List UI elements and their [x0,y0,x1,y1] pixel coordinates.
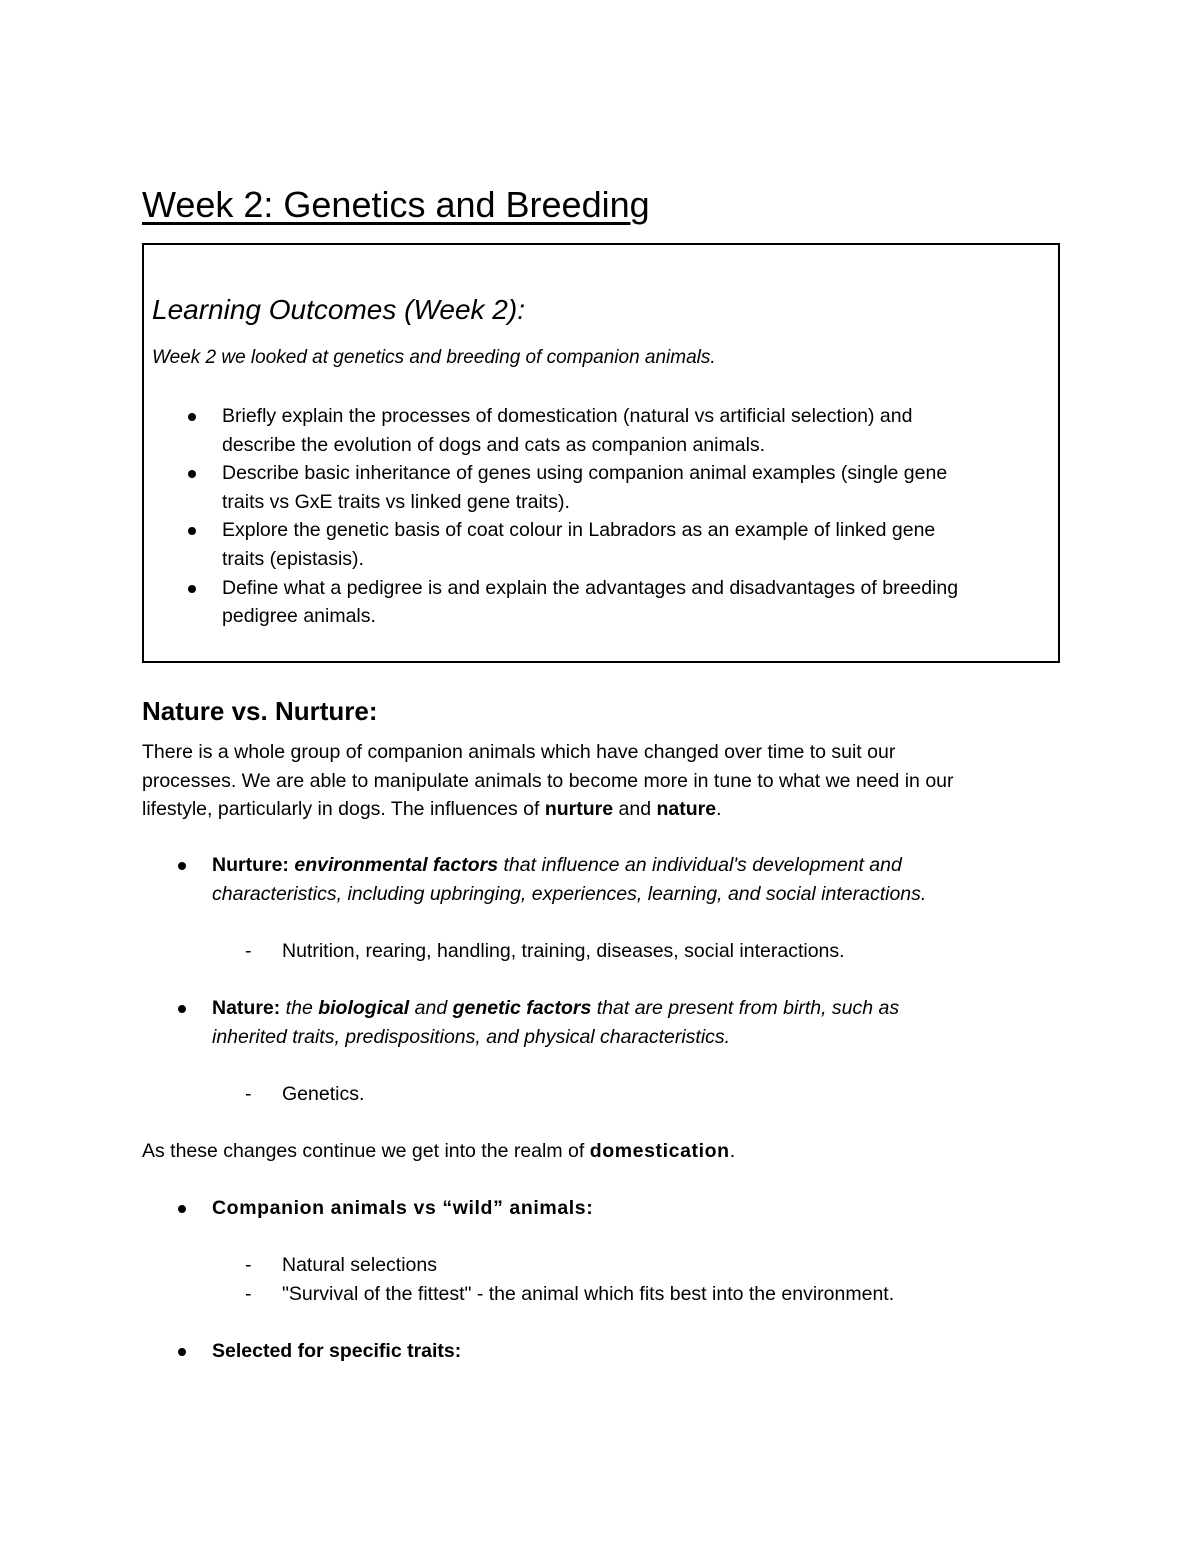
document-title: Week 2: Genetics and Breeding [142,184,650,225]
wild-item-text: Natural selections [282,1254,437,1276]
outcome-line: Describe basic inheritance of genes using companion animal examples (single gene [222,462,948,485]
wild-item [245,1251,437,1280]
nature-the: the [280,997,319,1019]
nature-bullet [212,994,899,1051]
nature-example [245,1080,365,1109]
dash-marker: - [245,1283,252,1305]
bullet-dot-icon [178,862,186,870]
outcome-line: pedigree animals. [222,605,376,628]
nature-definition: that are present from birth, such as [591,997,900,1019]
domestication-period: . [729,1140,736,1162]
bullet-dot-icon [178,1005,186,1013]
learning-outcome-item [144,516,958,573]
nurture-definition: that influence an individual's development and [498,854,902,876]
outcome-line: Briefly explain the processes of domestication (natural vs artificial selection) and [222,405,913,427]
outcome-line: Explore the genetic basis of coat colour in Labradors as an example of linked gene [222,519,936,542]
nature-nurture-intro [142,738,954,824]
learning-outcomes-box [142,243,1060,663]
biological-term: biological [318,997,410,1019]
bullet-dot-icon [188,413,196,421]
wild-item [245,1280,895,1309]
selected-traits-label: Selected for specific traits: [212,1340,462,1362]
intro-line: lifestyle, particularly in dogs. The influences of [142,798,545,821]
learning-outcomes-intro: Week 2 we looked at genetics and breeding of companion animals. [152,347,716,368]
dash-marker: - [245,1254,252,1276]
intro-connector: and [613,798,657,821]
outcome-line: Define what a pedigree is and explain the advantages and disadvantages of breeding [222,576,959,599]
learning-outcomes-list [144,402,958,631]
learning-outcome-item [144,459,958,516]
nature-and: and [409,997,453,1019]
outcome-line: traits vs GxE traits vs linked gene traits). [222,490,570,513]
nurture-definition-line2: characteristics, including upbringing, experiences, learning, and social interactions. [212,882,927,905]
companion-vs-wild-label: Companion animals vs “wild” animals: [212,1197,594,1219]
companion-vs-wild-bullet [212,1194,593,1223]
nurture-bullet [212,851,926,908]
intro-line: processes. We are able to manipulate animals to become more in tune to what we need in our [142,769,954,792]
nature-vs-nurture-heading: Nature vs. Nurture: [142,696,378,726]
nurture-example [245,937,845,966]
outcome-line: describe the evolution of dogs and cats as companion animals. [222,433,766,456]
bullet-dot-icon [178,1205,186,1213]
learning-outcomes-heading: Learning Outcomes (Week 2): [152,294,525,325]
bullet-dot-icon [188,470,196,478]
nurture-term: nurture [544,798,614,821]
nurture-example-text: Nutrition, rearing, handling, training, diseases, social interactions. [282,940,845,962]
domestication-term: domestication [589,1140,730,1162]
outcome-line: traits (epistasis). [222,547,364,570]
learning-outcome-item [144,402,958,459]
nature-label: Nature: [212,997,281,1019]
learning-outcome-item [144,574,958,631]
selected-traits-bullet [212,1337,461,1366]
bullet-dot-icon [178,1348,186,1356]
dash-marker: - [245,940,252,962]
genetic-factors-term: genetic factors [452,997,592,1019]
nature-term: nature [656,798,717,821]
intro-line: There is a whole group of companion animals which have changed over time to suit our [142,741,896,763]
domestication-intro-text: As these changes continue we get into the realm of [142,1140,590,1162]
nurture-label: Nurture: [212,854,289,876]
environmental-factors-term: environmental factors [294,854,499,876]
nature-definition-line2: inherited traits, predispositions, and physical characteristics. [212,1025,731,1048]
nature-example-text: Genetics. [282,1083,365,1105]
dash-marker: - [245,1083,252,1105]
wild-item-text: "Survival of the fittest" - the animal which fits best into the environment. [282,1283,895,1305]
intro-period: . [716,798,722,821]
bullet-dot-icon [188,527,196,535]
bullet-dot-icon [188,585,196,593]
domestication-intro [142,1137,735,1166]
